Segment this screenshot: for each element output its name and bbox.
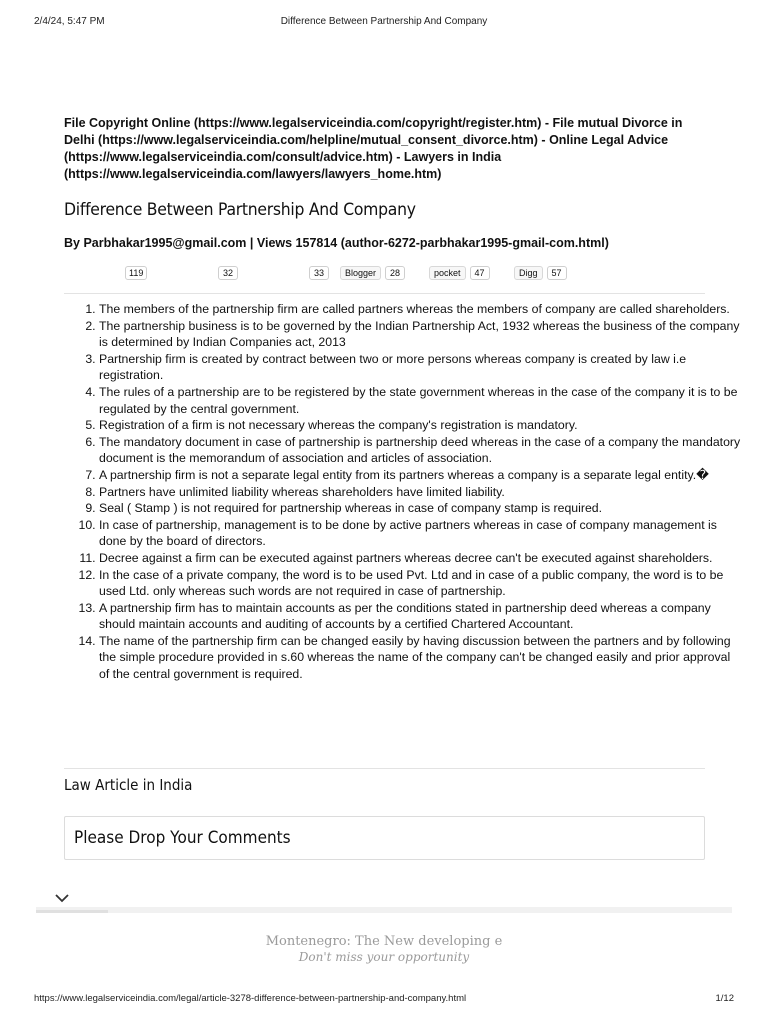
print-title: Difference Between Partnership And Company (280, 16, 488, 27)
page-number: 1/12 (715, 993, 734, 1004)
share-count: 57 (547, 266, 567, 280)
share-blogger-button[interactable]: Blogger (340, 266, 381, 280)
share-count: 32 (218, 266, 238, 280)
link-separator: - (392, 150, 404, 164)
law-article-heading: Law Article in India (64, 776, 193, 794)
ad-headline[interactable]: Montenegro: The New developing e (265, 934, 503, 949)
print-footer (34, 993, 734, 1004)
advertisement[interactable] (0, 934, 768, 964)
link-separator: - (537, 133, 550, 147)
page-url: https://www.legalserviceindia.com/legal/article-3278-difference-between-partnership-and-company.html (34, 993, 467, 1004)
share-digg-button[interactable]: Digg (514, 266, 543, 280)
link-copyright[interactable]: File Copyright Online (https://www.legalserviceindia.com/copyright/register.htm) (64, 116, 542, 130)
share-pocket-button[interactable]: pocket (429, 266, 466, 280)
share-digg[interactable] (514, 266, 567, 280)
share-facebook[interactable] (125, 266, 147, 280)
share-count: 47 (470, 266, 490, 280)
share-count: 28 (385, 266, 405, 280)
article-title: Difference Between Partnership And Company (64, 200, 416, 220)
comments-panel (64, 816, 705, 860)
ad-tagline: Don't miss your opportunity (298, 950, 470, 964)
list-item: 2. The partnership business is to be governed by the Indian Partnership Act, 1932 whereas the business of the company is determined by Indian Companies act, 2013 (99, 318, 743, 351)
list-item: 12. In the case of a private company, the word is to be used Pvt. Ltd and in case of a public company, the word is to be used Ltd. only whereas such words are not required in case of partnership. (99, 567, 743, 600)
divider (64, 293, 705, 294)
print-datetime: 2/4/24, 5:47 PM (34, 16, 105, 27)
article-byline[interactable]: By Parbhakar1995@gmail.com | Views 157814 (author-6272-parbhakar1995-gmail-com.html) (64, 236, 609, 250)
link-mutual-divorce[interactable]: File mutual Divorce in Delhi (https://www.legalserviceindia.com/helpline/mutual_consent_divorce.htm) (64, 116, 683, 147)
list-item: 5. Registration of a firm is not necessary whereas the company's registration is mandatory. (99, 417, 743, 434)
share-blogger[interactable] (340, 266, 405, 280)
list-item: 8. Partners have unlimited liability whereas shareholders have limited liability. (99, 484, 743, 501)
list-item: 6. The mandatory document in case of partnership is partnership deed whereas in the case of a company the mandatory document is the memorandum of association and articles of association. (99, 434, 743, 467)
top-links (64, 115, 709, 183)
share-bar (64, 266, 705, 284)
link-legal-advice[interactable]: Online Legal Advice (https://www.legalserviceindia.com/consult/advice.htm) (64, 133, 669, 164)
divider (64, 768, 705, 769)
list-item: 3. Partnership firm is created by contract between two or more persons whereas company is created by law i.e registration. (99, 351, 743, 384)
list-item: 4. The rules of a partnership are to be registered by the state government whereas in the case of the company it is to be regulated by the central government. (99, 384, 743, 417)
ad-divider (36, 907, 732, 913)
list-item: 1. The members of the partnership firm are called partners whereas the members of company are called shareholders. (99, 301, 743, 318)
list-item: 7. A partnership firm is not a separate legal entity from its partners whereas a company is a separate legal entity.� (99, 467, 743, 484)
print-header (34, 16, 734, 27)
chevron-down-icon[interactable] (52, 890, 72, 906)
difference-list (64, 301, 743, 683)
share-count: 119 (125, 266, 147, 280)
link-separator: - (541, 116, 553, 130)
list-item: 13. A partnership firm has to maintain accounts as per the conditions stated in partnership deed whereas a company should maintain accounts and auditing of accounts by a certified Chartered Accountant. (99, 600, 743, 633)
share-pocket[interactable] (429, 266, 490, 280)
ad-divider-accent (36, 910, 108, 913)
link-lawyers-india[interactable]: Lawyers in India (https://www.legalserviceindia.com/lawyers/lawyers_home.htm) (64, 150, 502, 181)
list-item: 11. Decree against a firm can be executed against partners whereas decree can't be executed against shareholders. (99, 550, 743, 567)
share-count: 33 (309, 266, 329, 280)
share-twitter[interactable] (218, 266, 238, 280)
list-item: 10. In case of partnership, management is to be done by active partners whereas in case of company management is done by the board of directors. (99, 517, 743, 550)
share-linkedin[interactable] (309, 266, 329, 280)
list-item: 9. Seal ( Stamp ) is not required for partnership whereas in case of company stamp is required. (99, 500, 743, 517)
comments-heading: Please Drop Your Comments (74, 828, 291, 848)
list-item: 14. The name of the partnership firm can be changed easily by having discussion between the partners and by following the simple procedure provided in s.60 whereas the name of the company can't be changed easily and prior approval of the central government is required. (99, 633, 743, 683)
